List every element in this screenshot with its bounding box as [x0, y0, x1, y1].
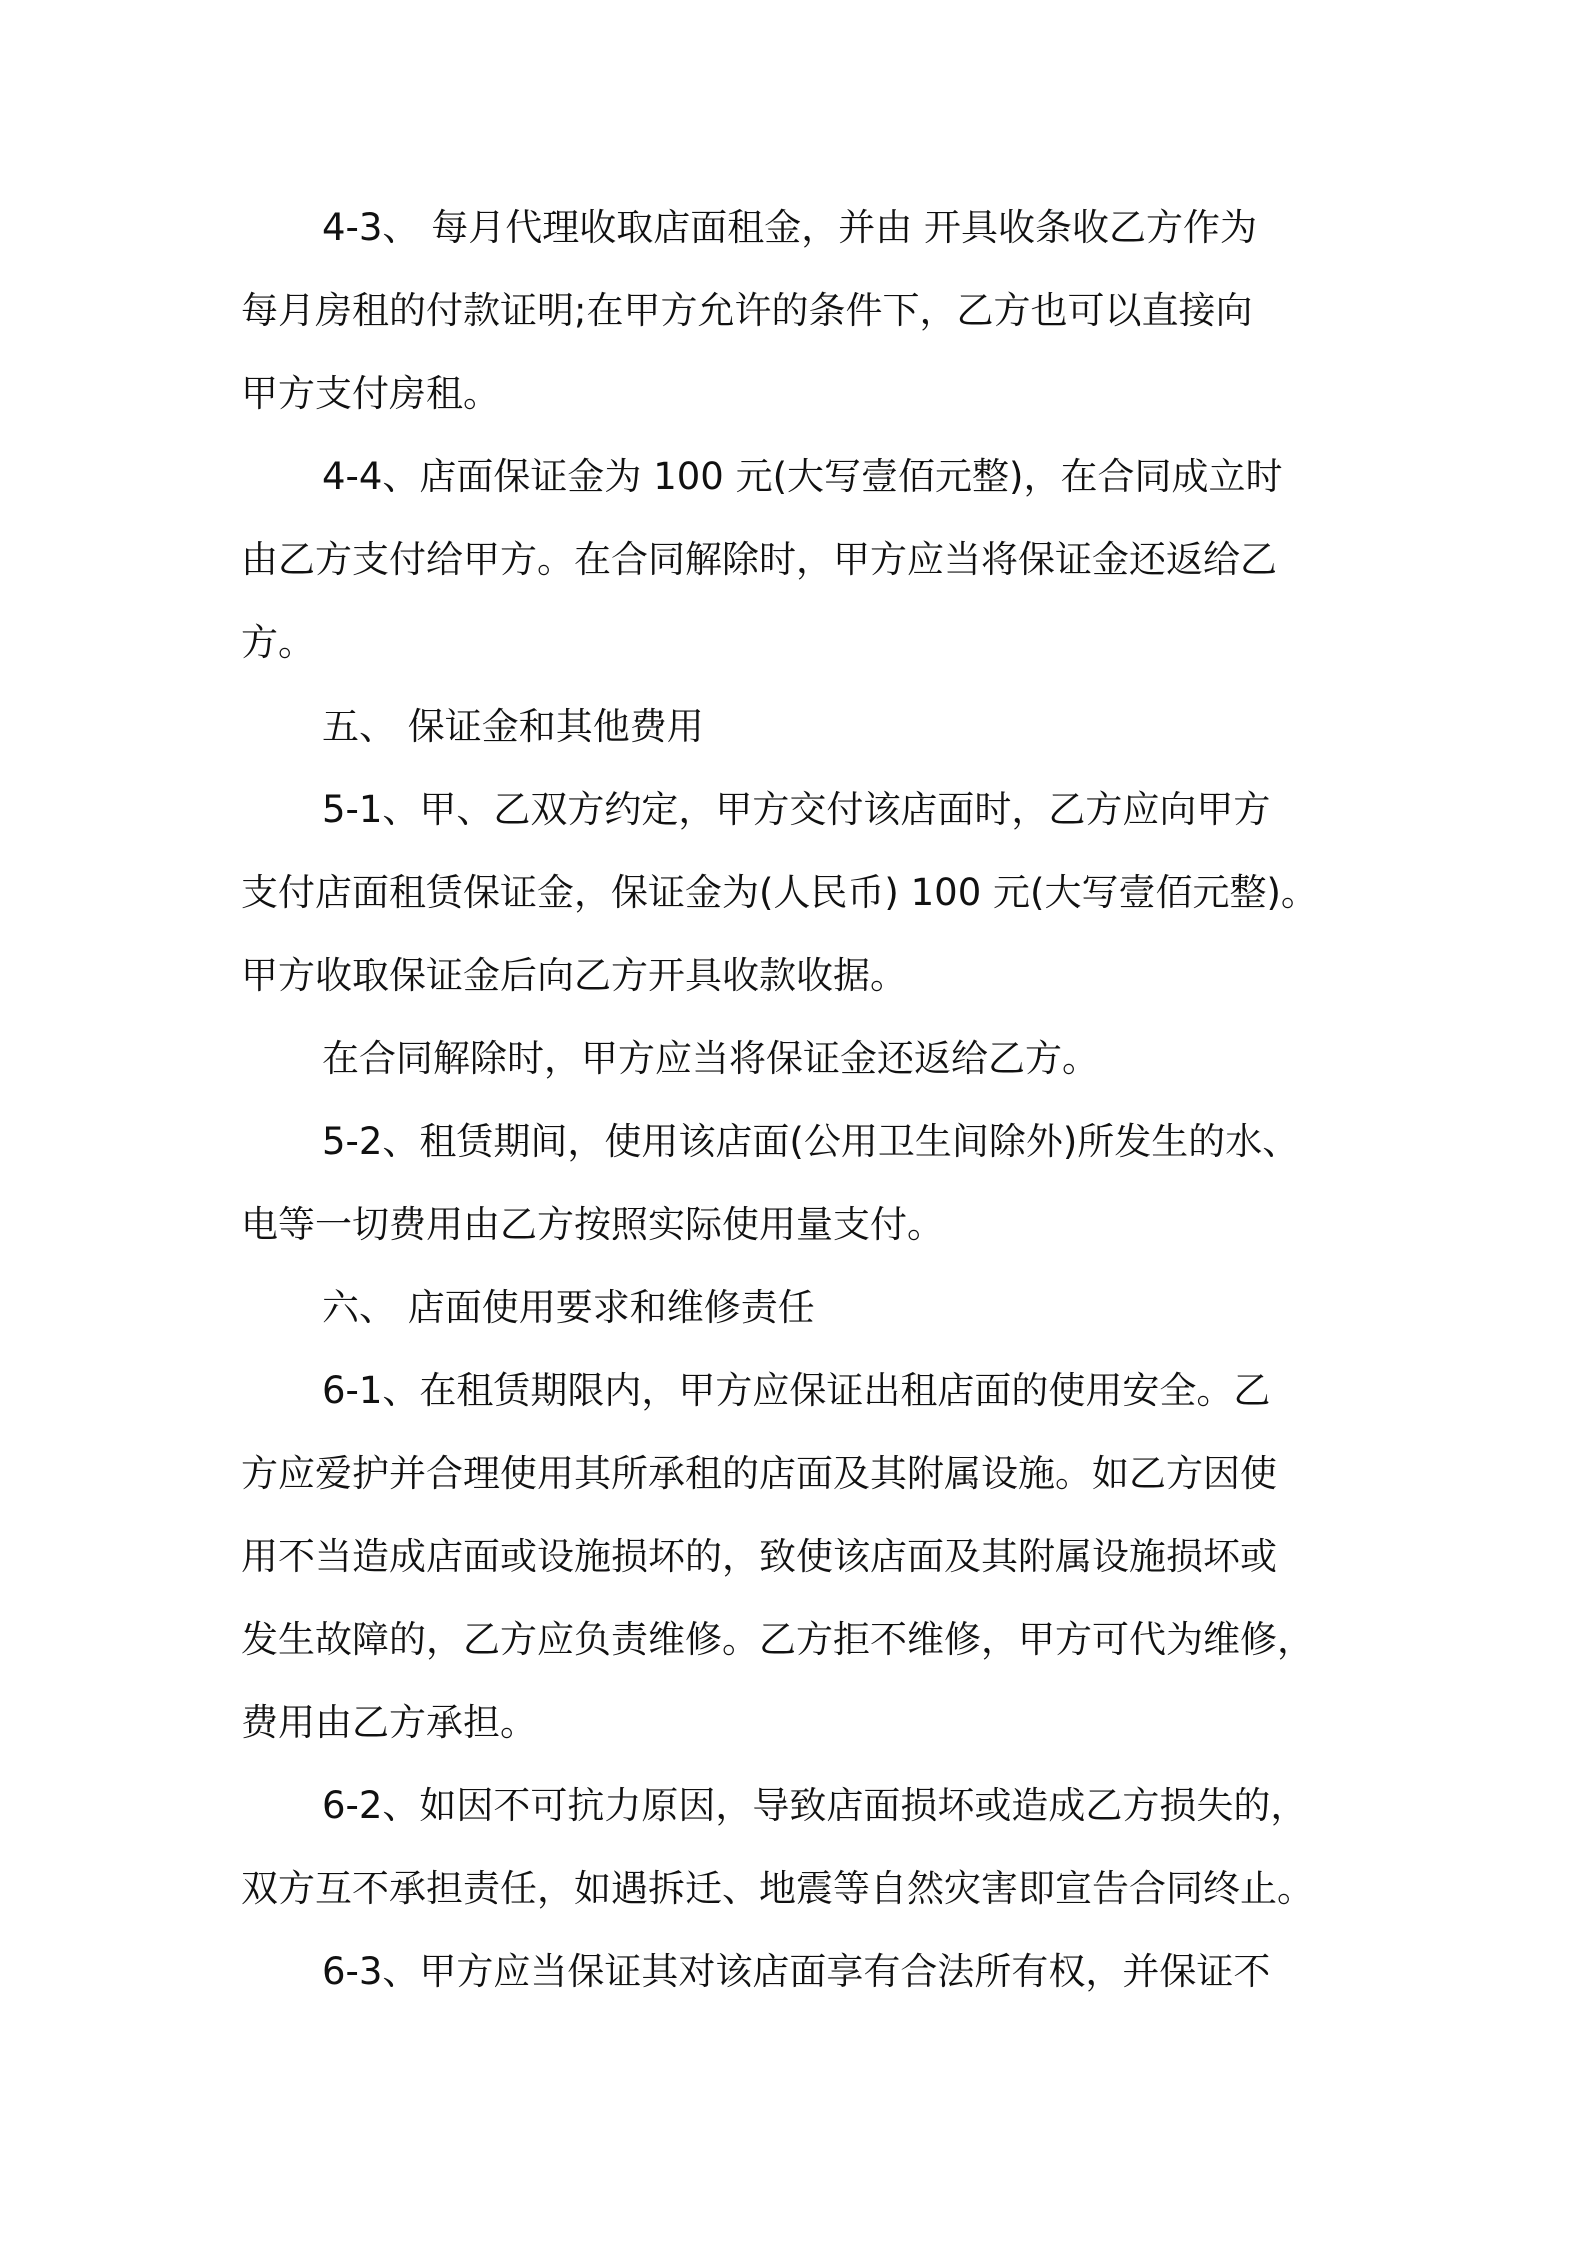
text-line-6-1-c: 用不当造成店面或设施损坏的，致使该店面及其附属设施损坏或 — [241, 1535, 1277, 1578]
section-heading-5: 五、 保证金和其他费用 — [322, 705, 704, 748]
text-line-5-1-d: 在合同解除时，甲方应当将保证金还返给乙方。 — [322, 1037, 1099, 1080]
text-line-6-2-a: 6-2、如因不可抗力原因，导致店面损坏或造成乙方损失的， — [322, 1784, 1308, 1827]
text-line-4-3-a: 4-3、 每月代理收取店面租金，并由 开具收条收乙方作为 — [322, 206, 1257, 249]
text-line-4-4-b: 由乙方支付给甲方。在合同解除时，甲方应当将保证金还返给乙 — [241, 538, 1277, 581]
text-line-5-1-c: 甲方收取保证金后向乙方开具收款收据。 — [241, 954, 907, 997]
text-line-5-1-b: 支付店面租赁保证金，保证金为(人民币) 100 元(大写壹佰元整)。 — [241, 871, 1318, 914]
text-line-6-1-e: 费用由乙方承担。 — [241, 1701, 537, 1744]
text-line-6-1-b: 方应爱护并合理使用其所承租的店面及其附属设施。如乙方因使 — [241, 1452, 1277, 1495]
text-line-5-2-b: 电等一切费用由乙方按照实际使用量支付。 — [241, 1203, 944, 1246]
text-line-6-1-d: 发生故障的，乙方应负责维修。乙方拒不维修，甲方可代为维修， — [241, 1618, 1314, 1661]
text-line-5-2-a: 5-2、租赁期间，使用该店面(公用卫生间除外)所发生的水、 — [322, 1120, 1300, 1163]
section-heading-6: 六、 店面使用要求和维修责任 — [322, 1286, 815, 1329]
text-line-6-1-a: 6-1、在租赁期限内，甲方应保证出租店面的使用安全。乙 — [322, 1369, 1271, 1412]
text-line-6-3-a: 6-3、甲方应当保证其对该店面享有合法所有权，并保证不 — [322, 1950, 1271, 1993]
text-line-4-3-b: 每月房租的付款证明;在甲方允许的条件下，乙方也可以直接向 — [241, 289, 1253, 332]
text-line-6-2-b: 双方互不承担责任，如遇拆迁、地震等自然灾害即宣告合同终止。 — [241, 1867, 1314, 1910]
text-line-4-4-a: 4-4、店面保证金为 100 元(大写壹佰元整)，在合同成立时 — [322, 455, 1283, 498]
text-line-4-4-c: 方。 — [241, 621, 315, 664]
text-line-4-3-c: 甲方支付房租。 — [241, 372, 500, 415]
text-line-5-1-a: 5-1、甲、乙双方约定，甲方交付该店面时，乙方应向甲方 — [322, 788, 1271, 831]
